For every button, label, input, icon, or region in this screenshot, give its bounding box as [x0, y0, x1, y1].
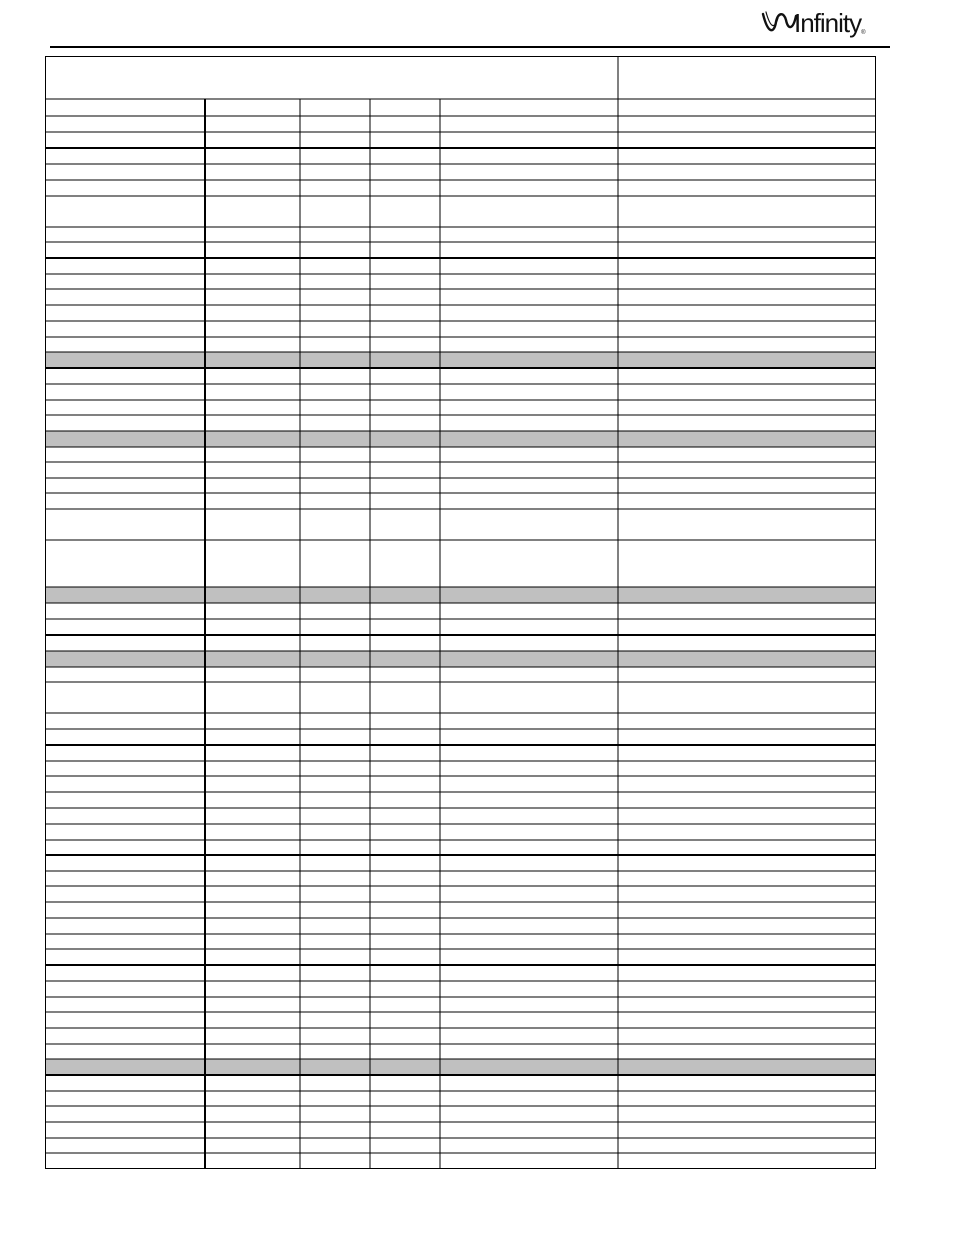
shaded-section-row	[45, 1059, 876, 1075]
header-rule	[50, 46, 890, 48]
shaded-section-row	[45, 651, 876, 667]
parts-table	[45, 56, 876, 1169]
parts-table-grid	[45, 56, 876, 1169]
brand-name: Infinity	[794, 8, 862, 38]
shaded-section-row	[45, 431, 876, 447]
shaded-section-row	[45, 587, 876, 603]
brand-logo	[760, 6, 884, 40]
brand-trademark: ®	[861, 30, 866, 36]
infinity-wave-icon	[760, 8, 798, 38]
table-background	[45, 56, 876, 1169]
shaded-section-row	[45, 352, 876, 368]
